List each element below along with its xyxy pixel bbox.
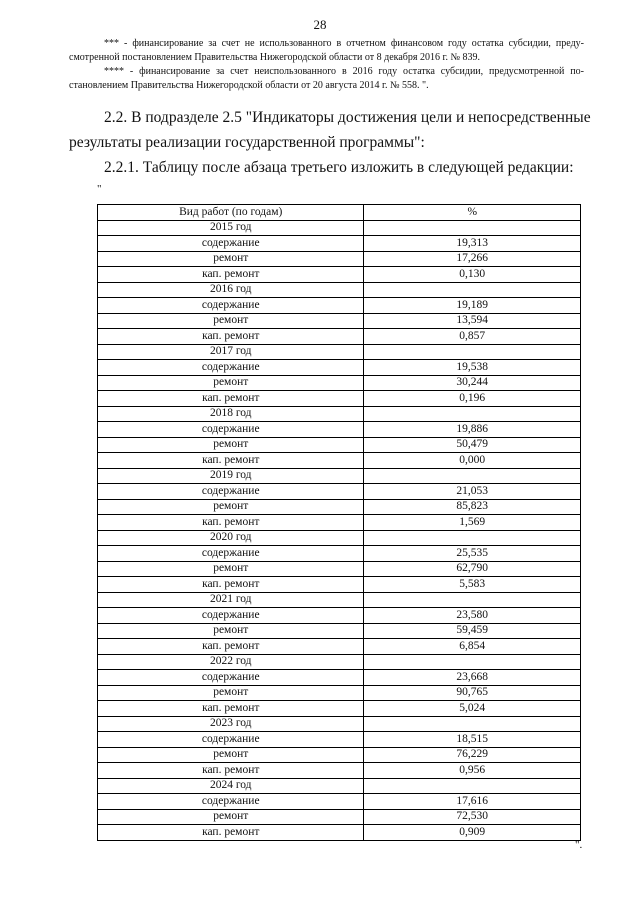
row-label-cell: 2022 год <box>98 654 364 670</box>
table-row <box>98 608 581 624</box>
table-row <box>98 391 581 407</box>
header-percent: % <box>364 205 581 221</box>
table-row <box>98 220 581 236</box>
row-value-cell: 19,886 <box>364 422 581 438</box>
table-row <box>98 422 581 438</box>
row-label-cell: ремонт <box>98 561 364 577</box>
row-label-cell: кап. ремонт <box>98 577 364 593</box>
table-row <box>98 778 581 794</box>
row-value-cell <box>364 530 581 546</box>
row-value-cell: 1,569 <box>364 515 581 531</box>
section-heading-line-1: 2.2. В подразделе 2.5 "Индикаторы достижения цели и непосредственные <box>104 109 591 126</box>
row-label-cell: содержание <box>98 360 364 376</box>
table-row <box>98 732 581 748</box>
row-value-cell: 76,229 <box>364 747 581 763</box>
row-label-cell: кап. ремонт <box>98 453 364 469</box>
row-value-cell: 19,189 <box>364 298 581 314</box>
row-value-cell <box>364 344 581 360</box>
table-row <box>98 267 581 283</box>
table-row <box>98 623 581 639</box>
row-label-cell: содержание <box>98 732 364 748</box>
row-value-cell: 72,530 <box>364 809 581 825</box>
row-value-cell: 6,854 <box>364 639 581 655</box>
row-value-cell: 13,594 <box>364 313 581 329</box>
row-value-cell: 0,130 <box>364 267 581 283</box>
row-value-cell: 23,668 <box>364 670 581 686</box>
row-label-cell: ремонт <box>98 313 364 329</box>
table-row <box>98 794 581 810</box>
table-row <box>98 484 581 500</box>
row-label-cell: содержание <box>98 670 364 686</box>
table-row <box>98 592 581 608</box>
table-row <box>98 546 581 562</box>
row-label-cell: содержание <box>98 794 364 810</box>
row-label-cell: ремонт <box>98 685 364 701</box>
row-label-cell: 2017 год <box>98 344 364 360</box>
row-label-cell: кап. ремонт <box>98 515 364 531</box>
table-row <box>98 298 581 314</box>
table-row <box>98 375 581 391</box>
table-row <box>98 716 581 732</box>
row-value-cell <box>364 592 581 608</box>
row-value-cell: 0,000 <box>364 453 581 469</box>
row-label-cell: кап. ремонт <box>98 639 364 655</box>
row-label-cell: ремонт <box>98 499 364 515</box>
table-row <box>98 763 581 779</box>
row-value-cell <box>364 716 581 732</box>
table-row <box>98 670 581 686</box>
table-row <box>98 437 581 453</box>
row-value-cell <box>364 282 581 298</box>
row-label-cell: ремонт <box>98 809 364 825</box>
row-value-cell <box>364 654 581 670</box>
footnote-3-line-2: смотренной постановлением Правительства Нижегородской области от 8 декабря 2016 г. № 839. <box>69 52 480 63</box>
row-label-cell: кап. ремонт <box>98 825 364 841</box>
table-row <box>98 468 581 484</box>
row-label-cell: кап. ремонт <box>98 701 364 717</box>
table-header-row <box>98 205 581 221</box>
row-label-cell: 2016 год <box>98 282 364 298</box>
table-row <box>98 530 581 546</box>
row-value-cell: 90,765 <box>364 685 581 701</box>
row-value-cell: 19,313 <box>364 236 581 252</box>
table-row <box>98 515 581 531</box>
row-value-cell <box>364 778 581 794</box>
row-value-cell: 25,535 <box>364 546 581 562</box>
row-label-cell: ремонт <box>98 623 364 639</box>
table-row <box>98 236 581 252</box>
row-label-cell: содержание <box>98 422 364 438</box>
row-label-cell: 2019 год <box>98 468 364 484</box>
row-label-cell: содержание <box>98 298 364 314</box>
row-label-cell: 2015 год <box>98 220 364 236</box>
footnote-4-line-1: **** - финансирование за счет неиспользованного в 2016 году остатка субсидии, предусмотренной по- <box>104 66 584 77</box>
section-heading-line-2: результаты реализации государственной программы": <box>69 134 425 151</box>
row-label-cell: кап. ремонт <box>98 763 364 779</box>
table-row <box>98 499 581 515</box>
table-row <box>98 639 581 655</box>
row-label-cell: 2021 год <box>98 592 364 608</box>
table-row <box>98 577 581 593</box>
row-label-cell: 2023 год <box>98 716 364 732</box>
row-label-cell: кап. ремонт <box>98 329 364 345</box>
row-label-cell: ремонт <box>98 375 364 391</box>
row-label-cell: 2020 год <box>98 530 364 546</box>
row-value-cell: 30,244 <box>364 375 581 391</box>
row-value-cell: 23,580 <box>364 608 581 624</box>
closing-quote: ". <box>575 839 583 851</box>
row-label-cell: ремонт <box>98 747 364 763</box>
table-row <box>98 344 581 360</box>
table-row <box>98 809 581 825</box>
row-value-cell: 85,823 <box>364 499 581 515</box>
opening-quote: " <box>97 183 102 195</box>
row-value-cell: 0,196 <box>364 391 581 407</box>
row-value-cell: 18,515 <box>364 732 581 748</box>
row-value-cell: 59,459 <box>364 623 581 639</box>
row-value-cell: 5,583 <box>364 577 581 593</box>
table-row <box>98 360 581 376</box>
row-label-cell: ремонт <box>98 437 364 453</box>
table-row <box>98 282 581 298</box>
row-label-cell: ремонт <box>98 251 364 267</box>
row-value-cell: 19,538 <box>364 360 581 376</box>
row-label-cell: кап. ремонт <box>98 267 364 283</box>
table-row <box>98 685 581 701</box>
table-row <box>98 453 581 469</box>
row-value-cell: 62,790 <box>364 561 581 577</box>
row-value-cell <box>364 406 581 422</box>
table-row <box>98 825 581 841</box>
table-row <box>98 251 581 267</box>
row-value-cell: 0,857 <box>364 329 581 345</box>
row-label-cell: содержание <box>98 546 364 562</box>
row-label-cell: 2018 год <box>98 406 364 422</box>
indicators-table <box>97 204 581 841</box>
table-row <box>98 747 581 763</box>
table-row <box>98 561 581 577</box>
footnote-4-line-2: становлением Правительства Нижегородской области от 20 августа 2014 г. № 558. ". <box>69 80 429 91</box>
row-value-cell: 0,956 <box>364 763 581 779</box>
row-value-cell: 50,479 <box>364 437 581 453</box>
row-label-cell: содержание <box>98 484 364 500</box>
table-row <box>98 654 581 670</box>
table-row <box>98 701 581 717</box>
table-row <box>98 329 581 345</box>
instruction-line: 2.2.1. Таблицу после абзаца третьего изложить в следующей редакции: <box>104 159 574 176</box>
row-value-cell: 21,053 <box>364 484 581 500</box>
table-row <box>98 406 581 422</box>
row-label-cell: содержание <box>98 236 364 252</box>
row-value-cell <box>364 220 581 236</box>
row-value-cell <box>364 468 581 484</box>
row-value-cell: 0,909 <box>364 825 581 841</box>
page-number: 28 <box>313 17 327 32</box>
row-value-cell: 17,266 <box>364 251 581 267</box>
row-value-cell: 17,616 <box>364 794 581 810</box>
row-label-cell: содержание <box>98 608 364 624</box>
footnote-3-line-1: *** - финансирование за счет не использованного в отчетном финансовом году остатка субсидии, преду- <box>104 38 584 49</box>
row-label-cell: кап. ремонт <box>98 391 364 407</box>
row-value-cell: 5,024 <box>364 701 581 717</box>
table-body <box>98 220 581 840</box>
header-work-type: Вид работ (по годам) <box>98 205 364 221</box>
row-label-cell: 2024 год <box>98 778 364 794</box>
table-row <box>98 313 581 329</box>
